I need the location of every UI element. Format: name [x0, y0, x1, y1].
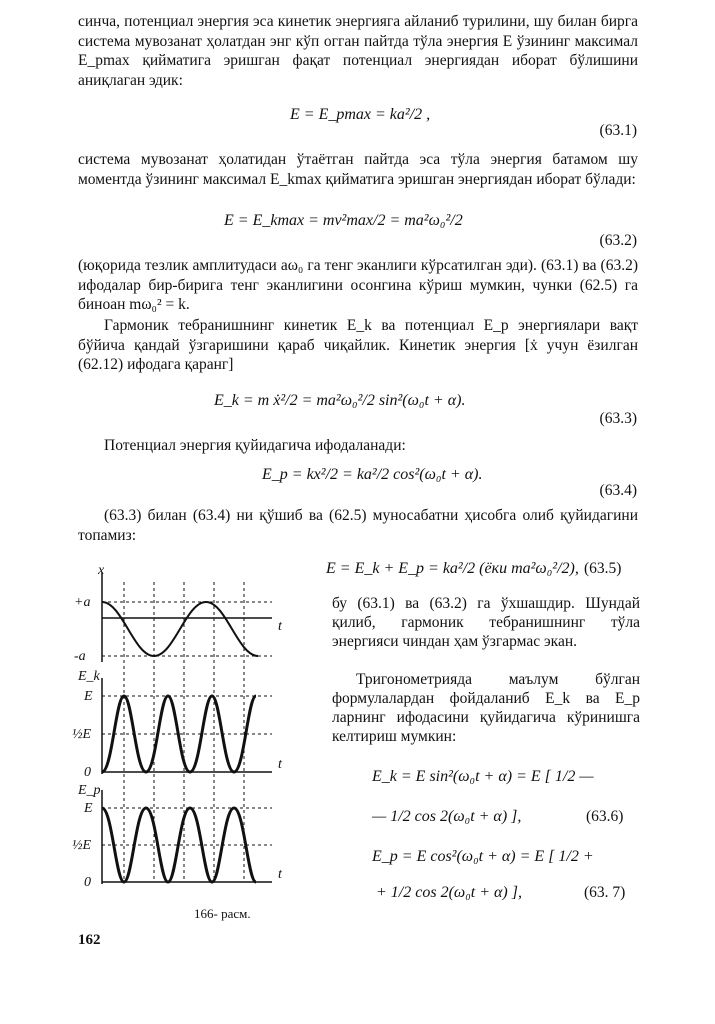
kinetic-energy-curve — [102, 696, 256, 772]
paragraph-5: Потенциал энергия қуйидагича ифодаланади: — [104, 437, 406, 454]
t-label-1: t — [278, 619, 282, 634]
paragraph-2: система мувозанат ҳолатидан ўтаётган пайтда эса тўла энергия батамом шу моментда ўзининг максимал E_kmax қийматига эришган энергиядан иборат бўлади: — [78, 151, 638, 188]
equation-63-7-line-1: E_p = E cos²(ω₀t + α) = E [ 1/2 + — [372, 848, 594, 865]
ep-label: E_p — [78, 783, 101, 798]
equation-63-5: E = E_k + E_p = ka²/2 (ёки ma²ω₀²/2), — [326, 560, 579, 577]
figure-caption: 166- расм. — [194, 906, 251, 921]
displacement-curve — [102, 602, 258, 656]
equation-63-2: E = E_kmax = mv²max/2 = ma²ω₀²/2 — [224, 212, 463, 229]
e-label-2: E — [84, 801, 93, 816]
equation-63-1: E = E_pmax = ka²/2 , — [290, 106, 431, 123]
page-number: 162 — [78, 932, 101, 948]
equation-number-63-1: (63.1) — [599, 122, 637, 139]
equation-number-63-4: (63.4) — [599, 482, 637, 499]
paragraph-3: (юқорида тезлик амплитудаси aω₀ га тенг эканлиги кўрсатилган эди). (63.1) ва (63.2) ифодалар бир-бирига тенг эканлигини осонгина кўриш мумкин, чунки (62.5) га биноан mω₀² = k. — [78, 257, 638, 313]
equation-number-63-7: (63. 7) — [584, 884, 626, 901]
equation-63-3: E_k = m ẋ²/2 = ma²ω₀²/2 sin²(ω₀t + α). — [214, 392, 466, 409]
zero-label-2: 0 — [84, 875, 91, 890]
paragraph-6: (63.3) билан (63.4) ни қўшиб ва (62.5) муносабатни ҳисобга олиб қуйидагини топамиз: — [78, 507, 638, 544]
half-e-label-2: ½E — [72, 838, 92, 853]
plus-a-label: +a — [74, 595, 91, 610]
ek-label: E_k — [78, 669, 100, 684]
t-label-2: t — [278, 757, 282, 772]
equation-63-7-line-2: + 1/2 cos 2(ω₀t + α) ], — [376, 884, 522, 901]
equation-63-6-line-1: E_k = E sin²(ω₀t + α) = E [ 1/2 — — [372, 768, 594, 785]
half-e-label-1: ½E — [72, 727, 92, 742]
e-label-1: E — [84, 689, 93, 704]
potential-energy-curve — [102, 808, 256, 882]
column-paragraph-2: Тригонометрияда маълум бўлган формулалардан фойдаланиб E_k ва E_p ларнинг ифодасини қуйидагича кўринишга келтириш мумкин: — [332, 671, 640, 745]
figure-166 — [72, 562, 302, 902]
equation-63-4: E_p = kx²/2 = ka²/2 cos²(ω₀t + α). — [262, 466, 483, 483]
minus-a-label: -a — [74, 649, 86, 664]
paragraph-1: синча, потенциал энергия эса кинетик энергияга айланиб турилини, шу билан бирга система мувозанат ҳолатдан энг кўп огган пайтда тўла энергия E ўзининг максимал E_pmax қийматига эришган фақат потенциал энергиядан иборат бўлишини аниқлаган эдик: — [78, 13, 638, 89]
column-paragraph-1: бу (63.1) ва (63.2) га ўхшашдир. Шундай қилиб, гармоник тебранишнинг тўла энергияси чиндан ҳам ўзгармас экан. — [332, 595, 640, 650]
equation-number-63-3: (63.3) — [599, 410, 637, 427]
equation-number-63-5: (63.5) — [584, 560, 622, 577]
t-label-3: t — [278, 867, 282, 882]
paragraph-4: Гармоник тебранишнинг кинетик E_k ва потенциал E_p энергиялари вақт бўйича қандай ўзгаришини қараб чиқайлик. Кинетик энергия [ẋ учун ёзилган (62.12) ифодага қаранг] — [78, 317, 638, 373]
x-label: x — [98, 563, 105, 578]
equation-63-6-line-2: — 1/2 cos 2(ω₀t + α) ], — [372, 808, 522, 825]
equation-number-63-2: (63.2) — [599, 232, 637, 249]
zero-label-1: 0 — [84, 765, 91, 780]
equation-number-63-6: (63.6) — [586, 808, 624, 825]
